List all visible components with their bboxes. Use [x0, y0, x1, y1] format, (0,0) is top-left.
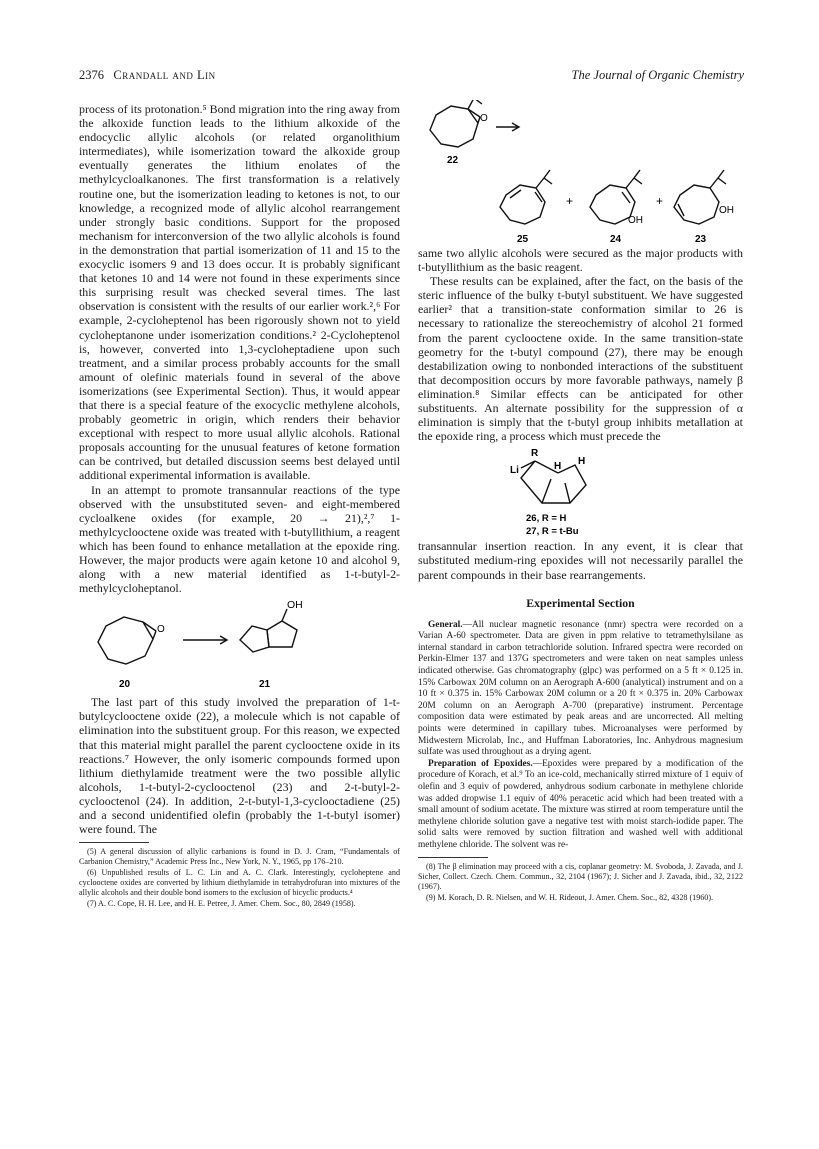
tbutyl-bond-25 — [536, 178, 544, 188]
cyclooctadiene-ring-25 — [500, 185, 545, 224]
compound-label-20: 20 — [119, 679, 131, 691]
compound-label-24: 24 — [610, 234, 622, 245]
scheme-22-products — [418, 100, 743, 246]
ts-caption-27: 27, R = t-Bu — [526, 526, 579, 538]
diene-double-bond-25b — [535, 192, 542, 202]
bicyclic-ring-21b — [267, 621, 297, 647]
ts-R-label: R — [531, 448, 539, 460]
hydroxyl-label-24: OH — [628, 215, 643, 226]
tbutyl-bond-22 — [468, 100, 474, 109]
section-title: Experimental Section — [526, 595, 635, 610]
epoxide-prep-heading: Preparation of Epoxides. — [428, 758, 533, 769]
running-authors: Crandall and Lin — [113, 68, 216, 82]
footnote-rule-right — [418, 857, 488, 858]
oxygen-label-22: O — [480, 113, 488, 124]
transition-state-26-27 — [418, 443, 743, 539]
ts-H1-label: H — [554, 461, 562, 473]
epoxide-prep-paragraph — [418, 759, 743, 852]
compound-label-21: 21 — [259, 679, 271, 691]
ts-caption-26: 26, R = H — [526, 513, 567, 525]
right-paragraph-1: same two allylic alcohols were secured as the major products with t-butyllithium as the basic reagent. — [418, 246, 743, 275]
cyclooctene-ring-23 — [674, 185, 719, 224]
compound-label-23: 23 — [695, 234, 707, 245]
general-paragraph — [418, 620, 743, 759]
scheme-20-21-drawing — [79, 595, 400, 695]
right-paragraph-3: transannular insertion reaction. In any event, it is clear that substituted medium-ring epoxides will not necessarily parallel the parent compounds in their base rearrangements. — [418, 539, 743, 582]
footnote-7: (7) A. C. Cope, H. H. Lee, and H. E. Petree, J. Amer. Chem. Soc., 80, 2849 (1958). — [87, 898, 356, 908]
left-paragraph-1: process of its protonation.⁵ Bond migration into the ring away from the alkoxide function leads to the lithium alkoxide of the endocyclic allylic alcohols (or related organolithium intermediates), while isomerization toward the alkoxide group eventually generates the lithium enolates of the methylcycloalkanones. The first transformation is a relatively routine one, but the isomerization leading to ketones is not, to our knowledge, a recognized mode of allylic alcohol rearrangement under strongly basic conditions. Support for the proposed mechanism for interconversion of the two allylic alcohols is found in the demonstration that partial isomerization of 11 and 15 to the exocyclic isomers 9 and 13 does occur. It is probably significant that ketones 10 and 14 were not found in these experiments since this surprising result was checked several times. The last observation is consistent with the results of our earlier work.²,⁶ For example, 2-cycloheptenol has been rigorously shown not to yield cycloheptanone under isomerization conditions.² 2-Cycloheptenol is, however, converted into 1,3-cycloheptadiene upon such treatment, and a similar process probably accounts for the small amount of olefinic materials found in several of the above isomerizations (see Experimental Section). Thus, it would appear that there is a special feature of the exocyclic methylene alcohols, probably geometric in origin, which renders their behavior exceptional with respect to more usual allylic alcohols. Rational proposals accounting for the unusual features of ketone formation can be contrived, but detailed discussion seems best delayed until additional experimental information is available. — [79, 102, 400, 483]
bicyclic-ring-21a — [240, 626, 269, 652]
hydroxyl-label-21: OH — [287, 599, 303, 612]
epoxide-bond-b — [153, 631, 156, 639]
scheme-22-drawing — [418, 100, 743, 246]
journal-title: The Journal of Organic Chemistry — [571, 68, 744, 82]
oxygen-label-20: O — [157, 624, 165, 636]
tbutyl-bond-24 — [626, 178, 634, 188]
cyclooctane-ring-22 — [430, 106, 478, 147]
general-heading: General. — [428, 619, 463, 630]
left-column — [79, 102, 400, 910]
ts-Li-label: Li — [510, 465, 519, 477]
footnote-6: (6) Unpublished results of L. C. Lin and A. C. Clark. Interestingly, cycloheptene and cyclooctene oxides are converted by lithium diethylamide in tetrahydrofuran into mixtures of the allylic alcohols and their double bond isomers to the exclusion of bicyclic products.⁴ — [79, 868, 400, 897]
epoxide-bond-22a — [468, 109, 480, 117]
tbutyl-bond-23 — [710, 178, 718, 188]
footnote-9: (9) M. Korach, D. R. Nielsen, and W. H. Rideout, J. Amer. Chem. Soc., 82, 4328 (1960). — [426, 893, 714, 903]
transition-state-drawing — [418, 443, 743, 539]
compound-label-25: 25 — [517, 234, 529, 245]
footnote-5: (5) A general discussion of allylic carbanions is found in D. J. Cram, “Fundamentals of Carbanion Chemistry,” Academic Press Inc., New York, N. Y., 1965, pp 176–210. — [79, 847, 400, 867]
left-paragraph-3: The last part of this study involved the preparation of 1-t-butylcyclooctene oxide (22), a molecule which is not capable of elimination into the substituent group. For this reason, we expected that this material might parallel the parent cyclooctene oxide in its reactions.⁷ However, the only isomeric compounds formed upon lithium diethylamide treatment were the two possible allylic alcohols, 1-t-butyl-2-cyclooctenol (23) and 2-t-butyl-2-cyclooctenol (24). In addition, 2-t-butyl-1,3-cyclooctadiene (25) and a second unidentified olefin (probably the 1-t-butyl isomer) were found. The — [79, 695, 400, 837]
footnote-8: (8) The β elimination may proceed with a cis, coplanar geometry: M. Svoboda, J. Zavada, and J. Sicher, Collect. Czech. Chem. Commun., 32, 2104 (1967); J. Sicher and J. Zavada, ibid., 32, 2122 (1967). — [418, 862, 743, 892]
left-paragraph-2: In an attempt to promote transannular reactions of the type observed with the unsubstituted seven- and eight-membered cycloalkene oxides (for example, 20 → 21),²,⁷ 1-methylcyclooctene oxide was treated with t-butyllithium, a reagent which has been found to enhance metallation at the epoxide ring. However, the major products were again ketone 10 and alcohol 9, along with a new material identified as 1-t-butyl-2-methylcycloheptanol. — [79, 482, 400, 596]
epoxide-prep-text: —Epoxides were prepared by a modification of the procedure of Korach, et al.⁹ To an ice-cold, mechanically stirred mixture of 1 equiv of olefin and 3 equiv of powdered, anhydrous sodium carbonate in methylene chloride was added dropwise 1.1 equiv of 40% peracetic acid which had been treated with a small amount of sodium acetate. The mixture was stirred at room temperature until the methylene chloride solution gave a negative test with moist starch-iodide paper. The solid salts were removed by suction filtration and washed well with additional methylene chloride. The solvent was re- — [418, 758, 743, 850]
general-text: —All nuclear magnetic resonance (nmr) spectra were recorded on a Varian A-60 spectrometer. Data are given in ppm relative to tetramethylsilane as internal standard in carbon tetrachloride solution. Infrared spectra were recorded on Perkin-Elmer 137 and 137G spectrometers and were taken on neat samples unless indicated otherwise. Gas chromatography (glpc) was performed on a 5 ft × 0.125 in. 15% Carbowax 20M column on an Aerograph A-600 (analytical) instrument and on a 10 ft × 0.375 in. 15% Carbowax 20M column or a 20 ft × 0.375 in. 20% Carbowax 20M column on an Aerograph A-700 (preparative) instrument. Percentage composition data were estimated by peak areas and are uncorrected. All melting points were determined in capillary tubes. Microanalyses were performed by Midwestern Microlab, Inc., and Huffman Laboratories, Inc. Anhydrous magnesium sulfate was used throughout as a drying agent. — [418, 619, 743, 758]
footnote-rule — [79, 842, 149, 843]
right-paragraph-2: These results can be explained, after the fact, on the basis of the steric influence of the bulky t-butyl substituent. We have suggested earlier² that a transition-state conformation similar to 26 is necessary to rationalize the stereochemistry of alcohol 21 formed from the parent cyclooctene oxide. In the same transition-state geometry for the t-butyl compound (27), there may be enough destabilization owing to nonbonded interactions of the substituent that decomposition occurs by more favorable pathways, namely β elimination.⁸ Similar effects can be anticipated for other substituents. An alternate possibility for the suppression of α elimination is simply that the t-butyl group inhibits metallation at the epoxide ring, a process which must precede the — [418, 274, 743, 444]
compound-label-22: 22 — [447, 155, 459, 166]
right-column — [418, 102, 743, 904]
ts-H2-label: H — [578, 456, 586, 468]
page-number: 2376 — [79, 68, 104, 82]
plus-sign-2: + — [656, 194, 664, 208]
hydroxyl-label-23: OH — [719, 205, 734, 216]
scheme-20-to-21 — [79, 595, 400, 695]
plus-sign-1: + — [566, 194, 574, 208]
page-header-left — [79, 68, 216, 83]
